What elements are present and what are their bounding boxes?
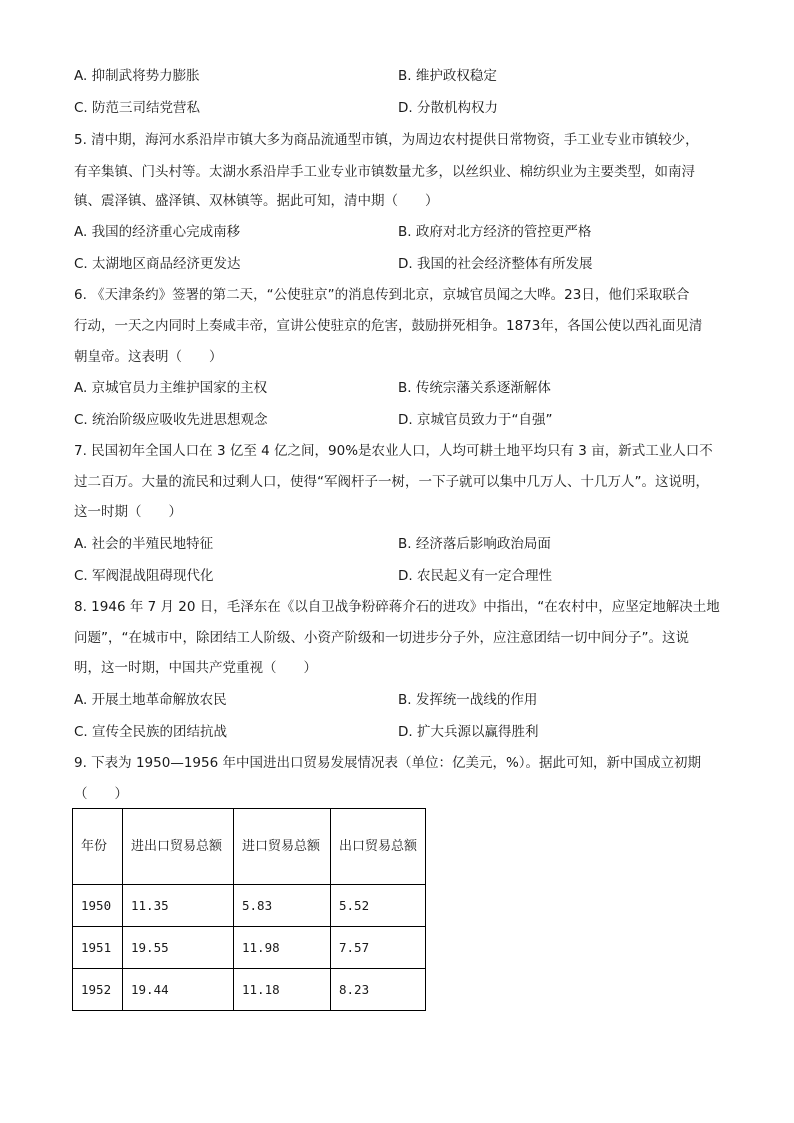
q6-stem-line-3: 朝皇帝。这表明（ ） bbox=[74, 349, 223, 365]
table-header-row bbox=[73, 809, 426, 885]
q4-option-c: C. 防范三司结党营私 bbox=[74, 100, 201, 116]
q7-option-b: B. 经济落后影响政治局面 bbox=[398, 536, 551, 552]
q8-option-c: C. 宣传全民族的团结抗战 bbox=[74, 724, 228, 740]
q7-stem-line-3: 这一时期（ ） bbox=[74, 504, 182, 520]
header-cell-import: 进口贸易总额 bbox=[234, 809, 331, 885]
trade-table bbox=[72, 808, 426, 1011]
cell-import: 11.18 bbox=[234, 969, 331, 1011]
cell-import: 11.98 bbox=[234, 927, 331, 969]
cell-year: 1952 bbox=[73, 969, 123, 1011]
cell-total: 19.55 bbox=[123, 927, 234, 969]
q9-stem-line-1: 9. 下表为 1950—1956 年中国进出口贸易发展情况表（单位：亿美元，%）。据此可知，新中国成立初期 bbox=[74, 755, 702, 771]
cell-year: 1951 bbox=[73, 927, 123, 969]
q4-option-b: B. 维护政权稳定 bbox=[398, 68, 497, 84]
q8-option-b: B. 发挥统一战线的作用 bbox=[398, 692, 538, 708]
q5-option-c: C. 太湖地区商品经济更发达 bbox=[74, 256, 241, 272]
q4-option-d: D. 分散机构权力 bbox=[398, 100, 498, 116]
q8-stem-line-2: 问题”，“在城市中，除团结工人阶级、小资产阶级和一切进步分子外，应注意团结一切中间分子”。这说 bbox=[74, 630, 689, 646]
q7-option-d: D. 农民起义有一定合理性 bbox=[398, 568, 552, 584]
q5-stem-line-1: 5. 清中期，海河水系沿岸市镇大多为商品流通型市镇，为周边农村提供日常物资，手工业专业市镇较少， bbox=[74, 132, 699, 148]
q5-stem-line-2: 有辛集镇、门头村等。太湖水系沿岸手工业专业市镇数量尤多，以丝织业、棉纺织业为主要类型，如南浔 bbox=[74, 164, 695, 180]
cell-total: 11.35 bbox=[123, 885, 234, 927]
q6-option-c: C. 统治阶级应吸收先进思想观念 bbox=[74, 412, 268, 428]
q7-option-a: A. 社会的半殖民地特征 bbox=[74, 536, 214, 552]
q7-stem-line-2: 过二百万。大量的流民和过剩人口，使得“军阀杆子一树，一下子就可以集中几万人、十几万人”。这说明， bbox=[74, 474, 709, 490]
q8-stem-line-3: 明，这一时期，中国共产党重视（ ） bbox=[74, 660, 317, 676]
q6-option-d: D. 京城官员致力于“自强” bbox=[398, 412, 553, 428]
table-row bbox=[73, 927, 426, 969]
q5-stem-line-3: 镇、震泽镇、盛泽镇、双林镇等。据此可知，清中期（ ） bbox=[74, 193, 439, 209]
q7-stem-line-1: 7. 民国初年全国人口在 3 亿至 4 亿之间，90%是农业人口，人均可耕土地平均只有 3 亩，新式工业人口不 bbox=[74, 443, 713, 459]
q6-option-b: B. 传统宗藩关系逐渐解体 bbox=[398, 380, 551, 396]
q8-option-a: A. 开展土地革命解放农民 bbox=[74, 692, 227, 708]
q8-option-d: D. 扩大兵源以赢得胜利 bbox=[398, 724, 539, 740]
cell-year: 1950 bbox=[73, 885, 123, 927]
q5-option-b: B. 政府对北方经济的管控更严格 bbox=[398, 224, 592, 240]
table-row bbox=[73, 969, 426, 1011]
q4-option-a: A. 抑制武将势力膨胀 bbox=[74, 68, 200, 84]
header-cell-total: 进出口贸易总额 bbox=[123, 809, 234, 885]
cell-total: 19.44 bbox=[123, 969, 234, 1011]
table-row bbox=[73, 885, 426, 927]
q8-stem-line-1: 8. 1946 年 7 月 20 日，毛泽东在《以自卫战争粉碎蒋介石的进攻》中指出，“在农村中，应坚定地解决土地 bbox=[74, 599, 720, 615]
q7-option-c: C. 军阀混战阻碍现代化 bbox=[74, 568, 214, 584]
cell-export: 8.23 bbox=[331, 969, 426, 1011]
header-cell-export: 出口贸易总额 bbox=[331, 809, 426, 885]
q6-stem-line-2: 行动，一天之内同时上奏咸丰帝，宣讲公使驻京的危害，鼓励拼死相争。1873年，各国公使以西礼面见清 bbox=[74, 318, 703, 334]
q5-option-a: A. 我国的经济重心完成南移 bbox=[74, 224, 241, 240]
cell-import: 5.83 bbox=[234, 885, 331, 927]
cell-export: 7.57 bbox=[331, 927, 426, 969]
q9-stem-line-2: （ ） bbox=[74, 786, 128, 802]
header-cell-year: 年份 bbox=[73, 809, 123, 885]
q6-stem-line-1: 6. 《天津条约》签署的第二天，“公使驻京”的消息传到北京，京城官员闻之大哗。23日，他们采取联合 bbox=[74, 287, 690, 303]
cell-export: 5.52 bbox=[331, 885, 426, 927]
q6-option-a: A. 京城官员力主维护国家的主权 bbox=[74, 380, 268, 396]
q5-option-d: D. 我国的社会经济整体有所发展 bbox=[398, 256, 593, 272]
